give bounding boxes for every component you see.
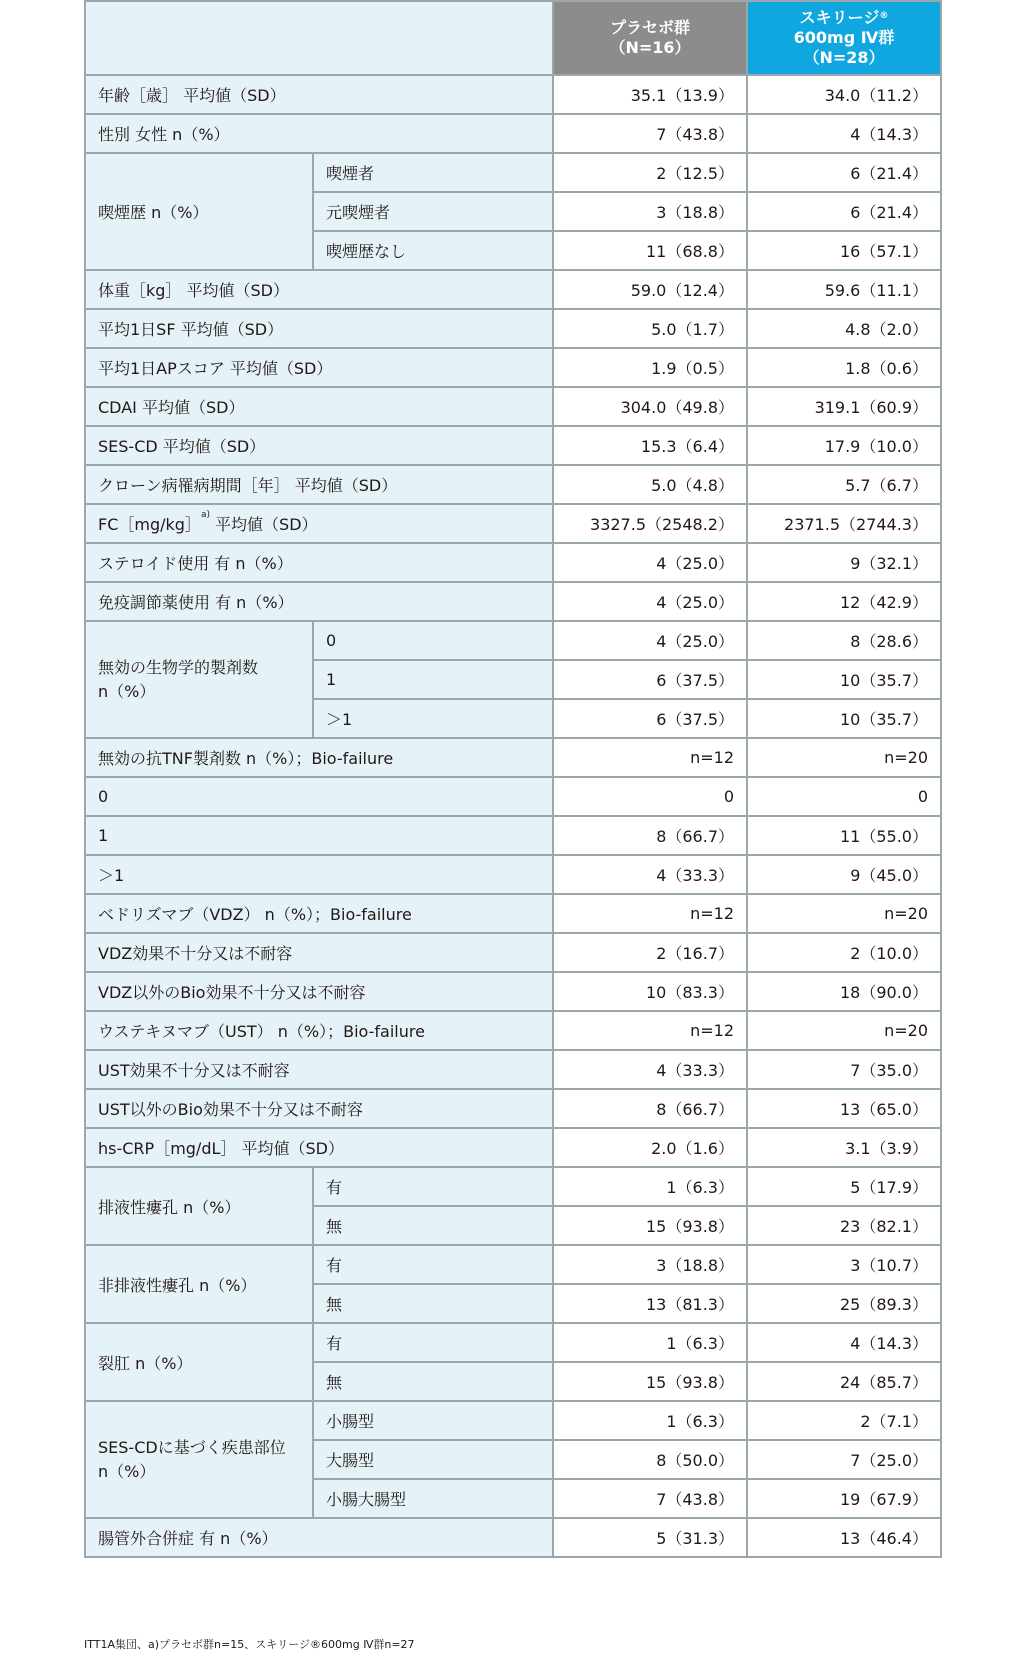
row-sub-label: 0	[313, 621, 553, 660]
row-group-label: 喫煙歴 n（%）	[85, 153, 313, 270]
skyrizi-value: 9（32.1）	[747, 543, 941, 582]
row-group-label: 排液性瘻孔 n（%）	[85, 1167, 313, 1245]
placebo-value: 8（66.7）	[553, 1089, 747, 1128]
row-group-label	[85, 621, 313, 738]
row-sub-label: 有	[313, 1323, 553, 1362]
table-row-bio	[85, 621, 941, 660]
fc-label: FC［mg/kg］	[98, 515, 201, 534]
skyrizi-value: 23（82.1）	[747, 1206, 941, 1245]
row-label	[85, 504, 553, 543]
placebo-value: 2（12.5）	[553, 153, 747, 192]
skyrizi-value: 6（21.4）	[747, 192, 941, 231]
placebo-value: 5.0（1.7）	[553, 309, 747, 348]
placebo-value: 4（33.3）	[553, 1050, 747, 1089]
row-sub-label: 有	[313, 1167, 553, 1206]
row-label: ＞1	[85, 855, 553, 894]
placebo-value: 4（25.0）	[553, 582, 747, 621]
row-label: VDZ以外のBio効果不十分又は不耐容	[85, 972, 553, 1011]
registered-mark: ®	[879, 11, 889, 21]
table-row-fissure	[85, 1323, 941, 1362]
table-row-sescd	[85, 426, 941, 465]
table-row-duration	[85, 465, 941, 504]
row-label: クローン病罹病期間［年］ 平均値（SD）	[85, 465, 553, 504]
footnote-marker: a)	[200, 510, 210, 520]
row-group-label: 非排液性瘻孔 n（%）	[85, 1245, 313, 1323]
skyrizi-group-name: スキリージ	[799, 8, 880, 27]
row-sub-label: 大腸型	[313, 1440, 553, 1479]
skyrizi-value: 8（28.6）	[747, 621, 941, 660]
row-sub-label: 喫煙歴なし	[313, 231, 553, 270]
row-label: 免疫調節薬使用 有 n（%）	[85, 582, 553, 621]
row-sub-label: 喫煙者	[313, 153, 553, 192]
skyrizi-value: 1.8（0.6）	[747, 348, 941, 387]
skyrizi-value: 17.9（10.0）	[747, 426, 941, 465]
row-sub-label: 元喫煙者	[313, 192, 553, 231]
table-row-sf	[85, 309, 941, 348]
table-row-sex	[85, 114, 941, 153]
placebo-value: 8（50.0）	[553, 1440, 747, 1479]
placebo-value: 3（18.8）	[553, 1245, 747, 1284]
row-label: VDZ効果不十分又は不耐容	[85, 933, 553, 972]
skyrizi-value: 34.0（11.2）	[747, 75, 941, 114]
table-row-crp	[85, 1128, 941, 1167]
skyrizi-value: 11（55.0）	[747, 816, 941, 855]
placebo-value: 6（37.5）	[553, 660, 747, 699]
row-group-label	[85, 1401, 313, 1518]
table-row-tnf	[85, 738, 941, 777]
row-sub-label: 無	[313, 1206, 553, 1245]
skyrizi-value: 7（35.0）	[747, 1050, 941, 1089]
row-sub-label: 無	[313, 1362, 553, 1401]
table-row-tnf-item	[85, 855, 941, 894]
placebo-value: 3327.5（2548.2）	[553, 504, 747, 543]
table-row-drain	[85, 1167, 941, 1206]
placebo-value: 15.3（6.4）	[553, 426, 747, 465]
table-footnote: ITT1A集団、a)プラセボ群n=15、スキリージ®600mg Ⅳ群n=27	[84, 1638, 415, 1651]
skyrizi-value: n=20	[747, 1011, 941, 1050]
placebo-value: 1（6.3）	[553, 1323, 747, 1362]
table-row-steroid	[85, 543, 941, 582]
row-label: SES-CD 平均値（SD）	[85, 426, 553, 465]
table-row-fc	[85, 504, 941, 543]
row-label: UST効果不十分又は不耐容	[85, 1050, 553, 1089]
placebo-value: 1.9（0.5）	[553, 348, 747, 387]
table-row-nondrain	[85, 1245, 941, 1284]
placebo-value: 13（81.3）	[553, 1284, 747, 1323]
placebo-value: 7（43.8）	[553, 114, 747, 153]
table-row-weight	[85, 270, 941, 309]
row-group-label: 裂肛 n（%）	[85, 1323, 313, 1401]
skyrizi-value: 4（14.3）	[747, 1323, 941, 1362]
skyrizi-value: 2（10.0）	[747, 933, 941, 972]
placebo-value: 35.1（13.9）	[553, 75, 747, 114]
table-row-extra	[85, 1518, 941, 1557]
skyrizi-value: 18（90.0）	[747, 972, 941, 1011]
row-label: hs-CRP［mg/dL］ 平均値（SD）	[85, 1128, 553, 1167]
placebo-value: 4（25.0）	[553, 621, 747, 660]
row-sub-label: ＞1	[313, 699, 553, 738]
baseline-characteristics-table	[84, 0, 942, 1558]
skyrizi-value: 6（21.4）	[747, 153, 941, 192]
skyrizi-group-n: （N=28）	[803, 48, 885, 67]
placebo-value: 4（33.3）	[553, 855, 747, 894]
skyrizi-value: 5（17.9）	[747, 1167, 941, 1206]
table-row-vdz-item	[85, 972, 941, 1011]
row-label: 平均1日APスコア 平均値（SD）	[85, 348, 553, 387]
placebo-value: n=12	[553, 894, 747, 933]
row-label: 年齢［歳］ 平均値（SD）	[85, 75, 553, 114]
row-label: ウステキヌマブ（UST） n（%）；Bio-failure	[85, 1011, 553, 1050]
placebo-value: 0	[553, 777, 747, 816]
placebo-value: 5（31.3）	[553, 1518, 747, 1557]
placebo-value: 11（68.8）	[553, 231, 747, 270]
table-row-ust-item	[85, 1050, 941, 1089]
skyrizi-value: 10（35.7）	[747, 699, 941, 738]
skyrizi-value: n=20	[747, 894, 941, 933]
placebo-value: 10（83.3）	[553, 972, 747, 1011]
skyrizi-value: n=20	[747, 738, 941, 777]
placebo-value: 59.0（12.4）	[553, 270, 747, 309]
skyrizi-value: 2（7.1）	[747, 1401, 941, 1440]
table-row-vdz	[85, 894, 941, 933]
skyrizi-value: 59.6（11.1）	[747, 270, 941, 309]
placebo-value: 304.0（49.8）	[553, 387, 747, 426]
placebo-value: 4（25.0）	[553, 543, 747, 582]
table-header-row	[85, 1, 941, 75]
row-sub-label: 無	[313, 1284, 553, 1323]
row-label: UST以外のBio効果不十分又は不耐容	[85, 1089, 553, 1128]
site-label-line2: n（%）	[98, 1461, 156, 1481]
skyrizi-value: 12（42.9）	[747, 582, 941, 621]
placebo-value: n=12	[553, 738, 747, 777]
skyrizi-value: 4（14.3）	[747, 114, 941, 153]
placebo-group-header	[553, 1, 747, 75]
skyrizi-value: 13（46.4）	[747, 1518, 941, 1557]
row-sub-label: 有	[313, 1245, 553, 1284]
skyrizi-group-dose: 600mg Ⅳ群	[793, 28, 895, 47]
placebo-group-name: プラセボ群	[609, 18, 690, 37]
table-row-ust-item	[85, 1089, 941, 1128]
table-row-ap	[85, 348, 941, 387]
skyrizi-value: 19（67.9）	[747, 1479, 941, 1518]
skyrizi-value: 2371.5（2744.3）	[747, 504, 941, 543]
bio-label-line2: n（%）	[98, 681, 156, 701]
skyrizi-group-header	[747, 1, 941, 75]
placebo-value: 15（93.8）	[553, 1362, 747, 1401]
placebo-value: 2（16.7）	[553, 933, 747, 972]
row-label: CDAI 平均値（SD）	[85, 387, 553, 426]
table-row-immuno	[85, 582, 941, 621]
row-label: ベドリズマブ（VDZ） n（%）；Bio-failure	[85, 894, 553, 933]
row-label: ステロイド使用 有 n（%）	[85, 543, 553, 582]
row-sub-label: 1	[313, 660, 553, 699]
placebo-value: 15（93.8）	[553, 1206, 747, 1245]
skyrizi-value: 4.8（2.0）	[747, 309, 941, 348]
placebo-group-n: （N=16）	[609, 38, 691, 57]
placebo-value: 7（43.8）	[553, 1479, 747, 1518]
site-label-line1: SES-CDに基づく疾患部位	[98, 1437, 286, 1457]
placebo-value: 6（37.5）	[553, 699, 747, 738]
table-row-tnf-item	[85, 777, 941, 816]
placebo-value: n=12	[553, 1011, 747, 1050]
row-label: 1	[85, 816, 553, 855]
skyrizi-value: 16（57.1）	[747, 231, 941, 270]
row-label: 体重［kg］ 平均値（SD）	[85, 270, 553, 309]
skyrizi-value: 0	[747, 777, 941, 816]
placebo-value: 3（18.8）	[553, 192, 747, 231]
table-row-smoking	[85, 153, 941, 192]
row-label: 腸管外合併症 有 n（%）	[85, 1518, 553, 1557]
skyrizi-value: 13（65.0）	[747, 1089, 941, 1128]
table-row-ust	[85, 1011, 941, 1050]
row-sub-label: 小腸型	[313, 1401, 553, 1440]
skyrizi-value: 25（89.3）	[747, 1284, 941, 1323]
header-corner-cell	[85, 1, 553, 75]
skyrizi-value: 319.1（60.9）	[747, 387, 941, 426]
placebo-value: 8（66.7）	[553, 816, 747, 855]
placebo-value: 2.0（1.6）	[553, 1128, 747, 1167]
skyrizi-value: 5.7（6.7）	[747, 465, 941, 504]
skyrizi-value: 3.1（3.9）	[747, 1128, 941, 1167]
row-label: 0	[85, 777, 553, 816]
row-sub-label: 小腸大腸型	[313, 1479, 553, 1518]
bio-label-line1: 無効の生物学的製剤数	[98, 657, 259, 677]
skyrizi-value: 9（45.0）	[747, 855, 941, 894]
fc-label-stat: 平均値（SD）	[209, 515, 318, 534]
row-label: 平均1日SF 平均値（SD）	[85, 309, 553, 348]
row-label: 無効の抗TNF製剤数 n（%）；Bio-failure	[85, 738, 553, 777]
skyrizi-value: 24（85.7）	[747, 1362, 941, 1401]
table-row-age	[85, 75, 941, 114]
placebo-value: 1（6.3）	[553, 1167, 747, 1206]
row-label: 性別 女性 n（%）	[85, 114, 553, 153]
skyrizi-value: 3（10.7）	[747, 1245, 941, 1284]
table-row-tnf-item	[85, 816, 941, 855]
table-row-vdz-item	[85, 933, 941, 972]
placebo-value: 1（6.3）	[553, 1401, 747, 1440]
table-row-site	[85, 1401, 941, 1440]
skyrizi-value: 10（35.7）	[747, 660, 941, 699]
table-row-cdai	[85, 387, 941, 426]
placebo-value: 5.0（4.8）	[553, 465, 747, 504]
skyrizi-value: 7（25.0）	[747, 1440, 941, 1479]
